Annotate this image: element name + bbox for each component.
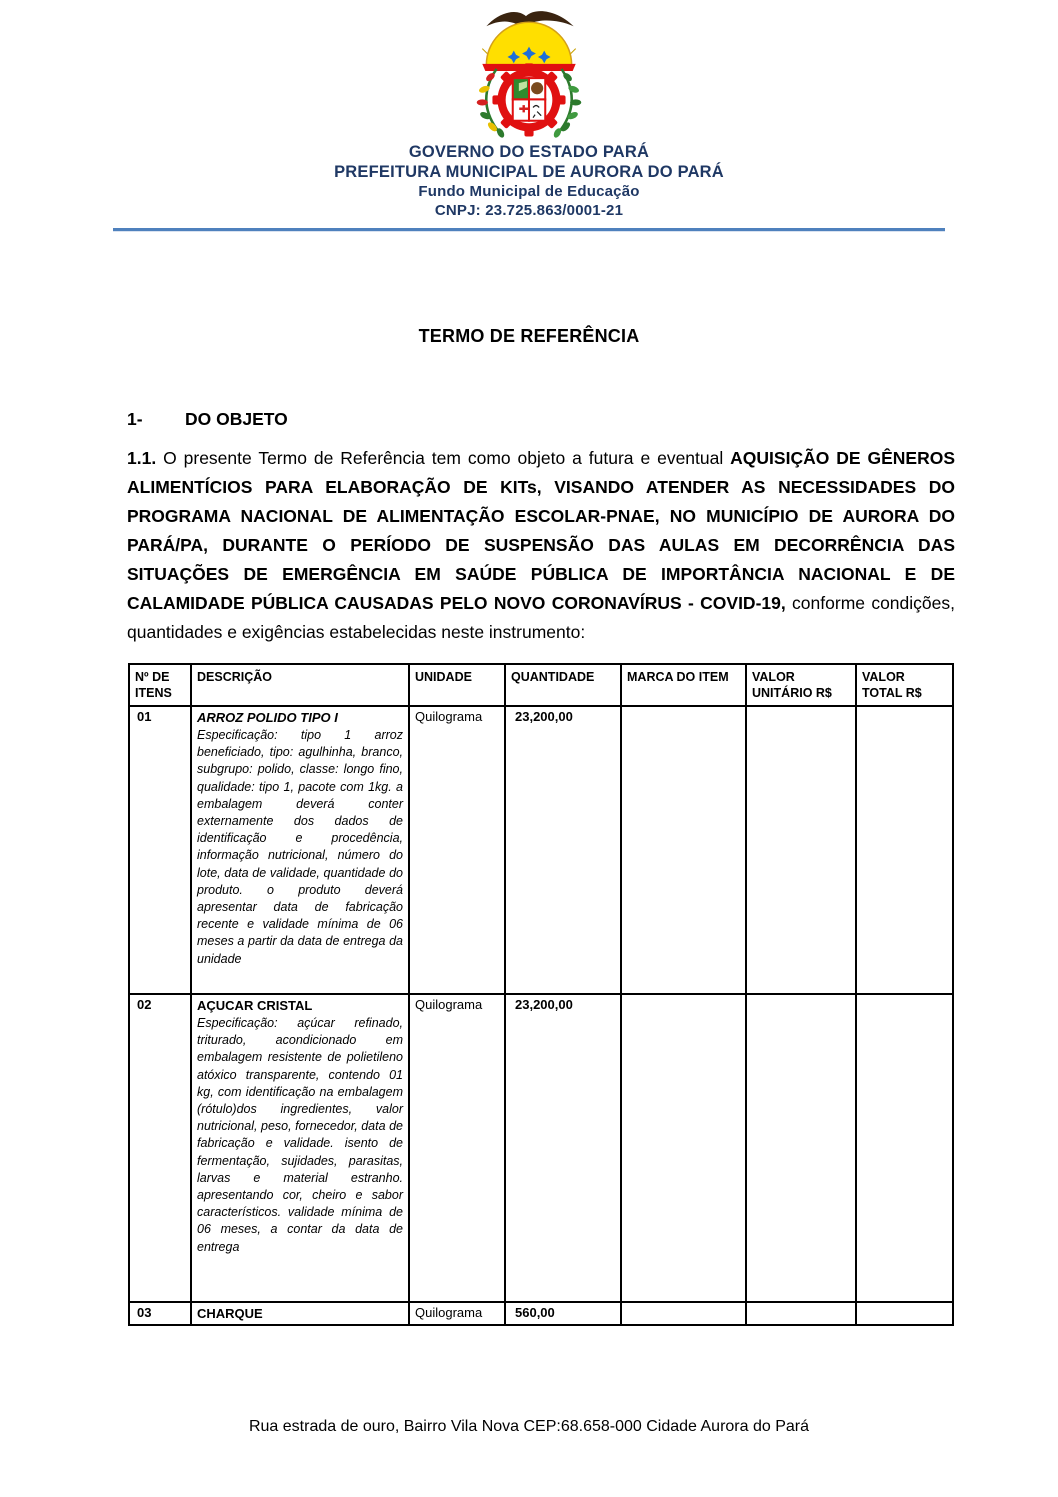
brand-cell xyxy=(621,1302,746,1325)
total-cell xyxy=(856,1302,953,1325)
object-paragraph xyxy=(127,444,955,647)
table-header-row xyxy=(129,664,953,706)
quantity-cell: 23,200,00 xyxy=(505,994,621,1302)
item-number-cell: 01 xyxy=(129,706,191,994)
items-table-body xyxy=(129,706,953,1325)
page-title: TERMO DE REFERÊNCIA xyxy=(418,326,640,346)
table-row xyxy=(129,706,953,994)
paragraph-number: 1.1. xyxy=(127,448,157,468)
col-header-unit: UNIDADE xyxy=(409,664,505,706)
item-number-cell: 02 xyxy=(129,994,191,1302)
item-specification: Especificação: tipo 1 arroz beneficiado, tipo: agulhinha, branco, subgrupo: polido, classe: longo fino, qualidade: tipo 1, pacote com 1kg. a embalagem deverá conter externamente dos dados de identificação e procedência, informação nutricional, número do lote, data de validade, quantidade do produto. o produto deverá apresentar data de fabricação recente e validade mínima de 06 meses a partir da data de entrega da unidade xyxy=(197,728,403,966)
col-header-description: DESCRIÇÃO xyxy=(191,664,409,706)
total-cell xyxy=(856,994,953,1302)
col-header-total: VALOR TOTAL R$ xyxy=(856,664,953,706)
description-cell xyxy=(191,994,409,1302)
table-row xyxy=(129,1302,953,1325)
col-header-brand: MARCA DO ITEM xyxy=(621,664,746,706)
header-fund-line: Fundo Municipal de Educação xyxy=(418,183,640,200)
header-prefecture-line: PREFEITURA MUNICIPAL DE AURORA DO PARÁ xyxy=(334,163,724,181)
header-rule xyxy=(113,228,945,232)
table-row xyxy=(129,994,953,1302)
unit-cell: Quilograma xyxy=(409,994,505,1302)
item-title: ARROZ POLIDO TIPO I xyxy=(197,710,338,725)
paragraph-intro: O presente Termo de Referência tem como objeto a futura e eventual xyxy=(156,448,731,468)
brand-cell xyxy=(621,994,746,1302)
col-header-quantity: QUANTIDADE xyxy=(505,664,621,706)
unit-price-cell xyxy=(746,1302,856,1325)
unit-price-cell xyxy=(746,706,856,994)
col-header-unit-price: VALOR UNITÁRIO R$ xyxy=(746,664,856,706)
brand-cell xyxy=(621,706,746,994)
total-cell xyxy=(856,706,953,994)
unit-cell: Quilograma xyxy=(409,706,505,994)
item-title: CHARQUE xyxy=(197,1306,263,1321)
header-cnpj-line: CNPJ: 23.725.863/0001-21 xyxy=(434,202,624,219)
section-title: DO OBJETO xyxy=(185,409,288,429)
section-heading xyxy=(127,409,1058,430)
items-table xyxy=(128,663,954,1326)
quantity-cell: 560,00 xyxy=(505,1302,621,1325)
coat-of-arms-icon xyxy=(0,6,1058,142)
paragraph-outro: conforme condições, quantidades e exigências estabelecidas neste instrumento: xyxy=(127,593,955,642)
item-title: AÇUCAR CRISTAL xyxy=(197,998,313,1013)
footer-address: Rua estrada de ouro, Bairro Vila Nova CEP:68.658-000 Cidade Aurora do Pará xyxy=(248,1418,810,1435)
header-government-line: GOVERNO DO ESTADO PARÁ xyxy=(408,143,650,161)
unit-price-cell xyxy=(746,994,856,1302)
description-cell xyxy=(191,1302,409,1325)
item-specification: Especificação: açúcar refinado, triturado, acondicionado em embalagem resistente de polietileno atóxico transparente, contendo 01 kg, com identificação na embalagem (rótulo)dos ingredientes, valor nutricional, peso, fornecedor, data de fabricação e validade. isento de fermentação, sujidades, parasitas, larvas e material estranho. apresentando cor, cheiro e sabor característicos. validade mínima de 06 meses, a contar da data de entrega xyxy=(197,1016,403,1254)
quantity-cell: 23,200,00 xyxy=(505,706,621,994)
unit-cell: Quilograma xyxy=(409,1302,505,1325)
col-header-item-number: Nº DE ITENS xyxy=(129,664,191,706)
document-header xyxy=(0,0,1058,232)
paragraph-bold-object: AQUISIÇÃO DE GÊNEROS ALIMENTÍCIOS PARA ELABORAÇÃO DE KITs, VISANDO ATENDER AS NECESSIDADES DO PROGRAMA NACIONAL DE ALIMENTAÇÃO ESCOLAR-PNAE, NO MUNICÍPIO DE AURORA DO PARÁ/PA, DURANTE O PERÍODO DE SUSPENSÃO DAS AULAS EM DECORRÊNCIA DAS SITUAÇÕES DE EMERGÊNCIA EM SAÚDE PÚBLICA DE IMPORTÂNCIA NACIONAL E DE CALAMIDADE PÚBLICA CAUSADAS PELO NOVO CORONAVÍRUS - COVID-19, xyxy=(127,448,955,613)
item-number-cell: 03 xyxy=(129,1302,191,1325)
description-cell xyxy=(191,706,409,994)
section-number: 1- xyxy=(127,409,143,429)
